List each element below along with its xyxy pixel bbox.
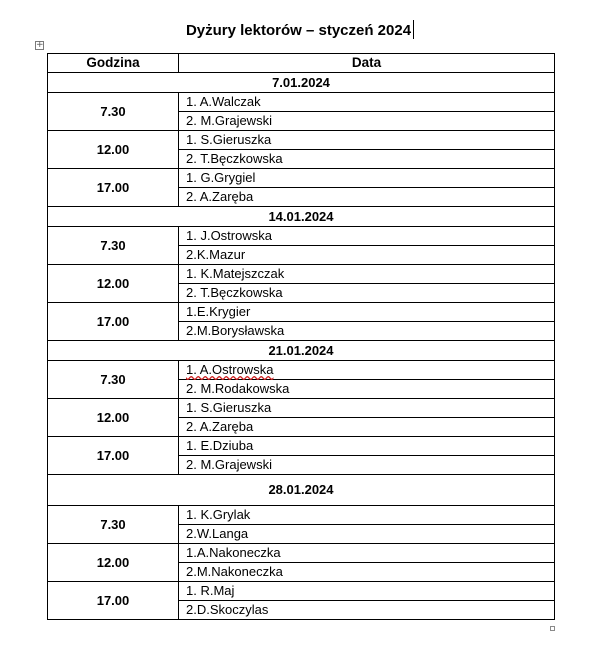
hour-cell: 12.00 xyxy=(48,131,179,169)
lecturer-name: 2.K.Mazur xyxy=(186,247,246,262)
lecturer-name: 2. T.Bęczkowska xyxy=(186,151,283,166)
hour-cell: 17.00 xyxy=(48,169,179,207)
lecturer-name: 2.D.Skoczylas xyxy=(186,602,269,617)
slot-row xyxy=(48,93,555,112)
lecturer-name-cell[interactable] xyxy=(179,303,555,322)
lecturer-name-cell[interactable] xyxy=(179,506,555,525)
lecturer-name-cell[interactable] xyxy=(179,418,555,437)
lecturer-name: 1. J.Ostrowska xyxy=(186,228,272,243)
lecturer-name: 1. K.Grylak xyxy=(186,507,251,522)
table-move-handle-icon[interactable]: + xyxy=(36,40,44,50)
date-cell: 7.01.2024 xyxy=(48,73,555,93)
hour-cell: 7.30 xyxy=(48,227,179,265)
lecturer-name: 1.A.Nakoneczka xyxy=(186,545,281,560)
lecturer-name-cell[interactable] xyxy=(179,169,555,188)
hour-cell: 12.00 xyxy=(48,399,179,437)
date-row xyxy=(48,73,555,93)
date-row xyxy=(48,475,555,506)
slot-row xyxy=(48,265,555,284)
lecturer-name: 1. S.Gieruszka xyxy=(186,400,272,415)
lecturer-name: 1. S.Gieruszka xyxy=(186,132,272,147)
lecturer-name-cell[interactable] xyxy=(179,544,555,563)
lecturer-name: 2.M.Borysławska xyxy=(186,323,285,338)
date-cell: 28.01.2024 xyxy=(48,475,555,506)
date-cell: 21.01.2024 xyxy=(48,341,555,361)
lecturer-name-cell[interactable] xyxy=(179,456,555,475)
lecturer-name: 1. A.Ostrowska xyxy=(186,362,274,377)
lecturer-name-cell[interactable] xyxy=(179,525,555,544)
lecturer-name-cell[interactable] xyxy=(179,227,555,246)
lecturer-name: 2. M.Rodakowska xyxy=(186,381,290,396)
lecturer-name: 2. M.Grajewski xyxy=(186,113,272,128)
lecturer-name-cell[interactable] xyxy=(179,150,555,169)
slot-row xyxy=(48,227,555,246)
lecturer-name: 2. T.Bęczkowska xyxy=(186,285,283,300)
lecturer-name-cell[interactable] xyxy=(179,188,555,207)
slot-row xyxy=(48,131,555,150)
lecturer-name-cell[interactable] xyxy=(179,380,555,399)
date-cell: 14.01.2024 xyxy=(48,207,555,227)
hour-cell: 17.00 xyxy=(48,437,179,475)
text-cursor xyxy=(413,20,414,39)
slot-row xyxy=(48,437,555,456)
lecturer-name-cell[interactable] xyxy=(179,265,555,284)
slot-row xyxy=(48,506,555,525)
lecturer-name-cell[interactable] xyxy=(179,361,555,380)
document-title-text: Dyżury lektorów – styczeń 2024 xyxy=(185,22,412,39)
table-body xyxy=(48,73,555,620)
duty-schedule-table xyxy=(47,53,555,620)
slot-row xyxy=(48,361,555,380)
lecturer-name-cell[interactable] xyxy=(179,284,555,303)
hour-cell: 12.00 xyxy=(48,265,179,303)
lecturer-name-cell[interactable] xyxy=(179,399,555,418)
hour-cell: 12.00 xyxy=(48,544,179,582)
slot-row xyxy=(48,303,555,322)
lecturer-name: 1. K.Matejszczak xyxy=(186,266,285,281)
hour-cell: 7.30 xyxy=(48,93,179,131)
date-row xyxy=(48,341,555,361)
lecturer-name: 2.M.Nakoneczka xyxy=(186,564,283,579)
lecturer-name-cell[interactable] xyxy=(179,601,555,620)
lecturer-name: 1.E.Krygier xyxy=(186,304,251,319)
lecturer-name: 2. A.Zaręba xyxy=(186,189,254,204)
hour-cell: 17.00 xyxy=(48,303,179,341)
lecturer-name-cell[interactable] xyxy=(179,582,555,601)
slot-row xyxy=(48,399,555,418)
lecturer-name: 2.W.Langa xyxy=(186,526,249,541)
hour-cell: 7.30 xyxy=(48,506,179,544)
column-header-date: Data xyxy=(179,54,555,73)
lecturer-name-cell[interactable] xyxy=(179,112,555,131)
lecturer-name-cell[interactable] xyxy=(179,437,555,456)
table-header-row xyxy=(48,54,555,73)
slot-row xyxy=(48,169,555,188)
table-resize-handle-icon[interactable] xyxy=(550,626,555,631)
lecturer-name-cell[interactable] xyxy=(179,246,555,265)
lecturer-name: 1. R.Maj xyxy=(186,583,235,598)
hour-cell: 7.30 xyxy=(48,361,179,399)
lecturer-name: 1. E.Dziuba xyxy=(186,438,254,453)
lecturer-name-cell[interactable] xyxy=(179,93,555,112)
lecturer-name-cell[interactable] xyxy=(179,563,555,582)
slot-row xyxy=(48,582,555,601)
hour-cell: 17.00 xyxy=(48,582,179,620)
column-header-hour: Godzina xyxy=(48,54,179,73)
date-row xyxy=(48,207,555,227)
lecturer-name: 2. M.Grajewski xyxy=(186,457,272,472)
slot-row xyxy=(48,544,555,563)
lecturer-name: 2. A.Zaręba xyxy=(186,419,254,434)
lecturer-name-cell[interactable] xyxy=(179,322,555,341)
lecturer-name: 1. A.Walczak xyxy=(186,94,261,109)
lecturer-name-cell[interactable] xyxy=(179,131,555,150)
document-title xyxy=(0,20,600,41)
lecturer-name: 1. G.Grygiel xyxy=(186,170,256,185)
